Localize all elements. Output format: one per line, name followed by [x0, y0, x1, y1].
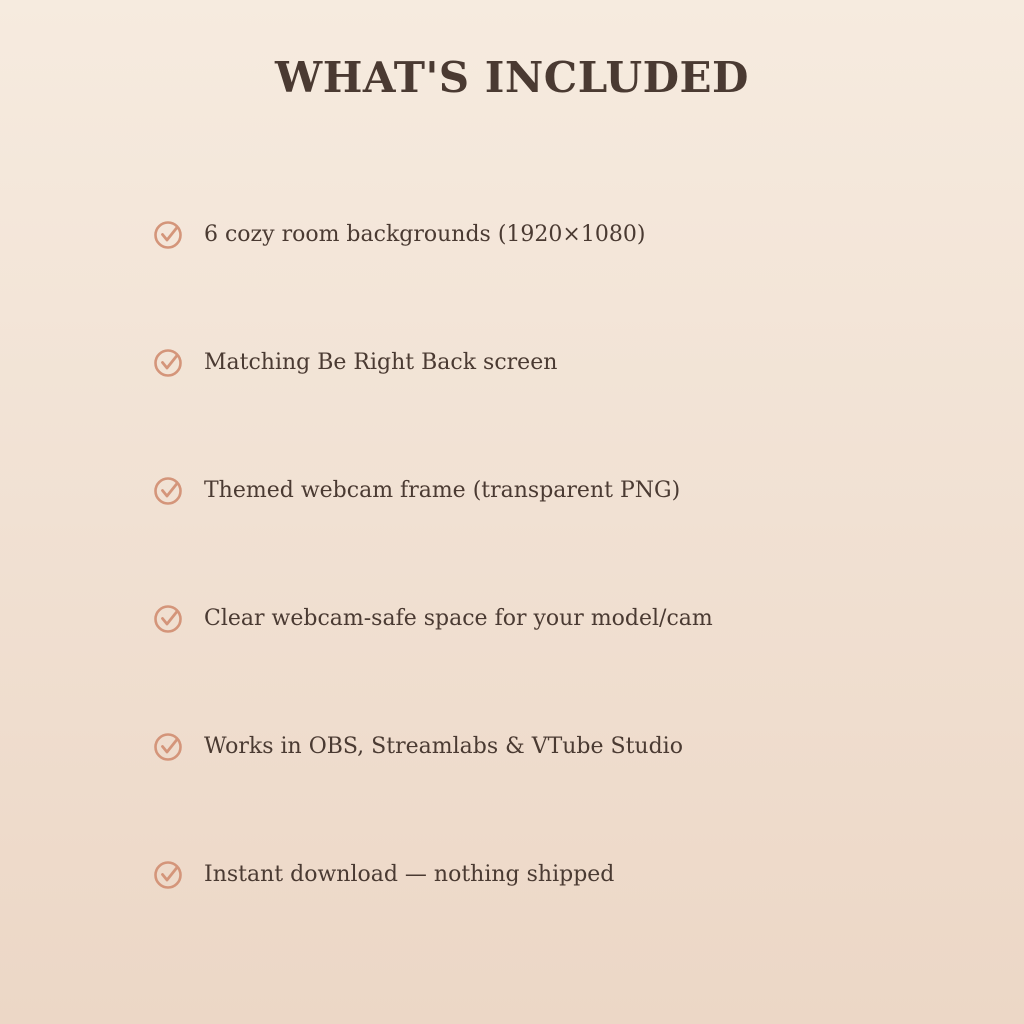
list-item-label: Themed webcam frame (transparent PNG)	[204, 478, 681, 503]
list-item-label: Clear webcam-safe space for your model/cam	[204, 606, 713, 631]
check-circle-icon	[152, 859, 184, 891]
list-item	[152, 603, 713, 635]
list-item-label: Instant download — nothing shipped	[204, 862, 615, 887]
list-item	[152, 475, 680, 507]
check-circle-icon	[152, 731, 184, 763]
check-circle-icon	[152, 219, 184, 251]
list-item-label: Works in OBS, Streamlabs & VTube Studio	[204, 734, 683, 759]
list-item-label: Matching Be Right Back screen	[204, 350, 558, 375]
list-item	[152, 731, 683, 763]
list-item	[152, 859, 614, 891]
check-circle-icon	[152, 475, 184, 507]
page-title: WHAT'S INCLUDED	[275, 53, 749, 102]
check-circle-icon	[152, 347, 184, 379]
list-item	[152, 219, 645, 251]
list-item-label: 6 cozy room backgrounds (1920×1080)	[204, 222, 646, 247]
check-circle-icon	[152, 603, 184, 635]
list-item	[152, 347, 557, 379]
